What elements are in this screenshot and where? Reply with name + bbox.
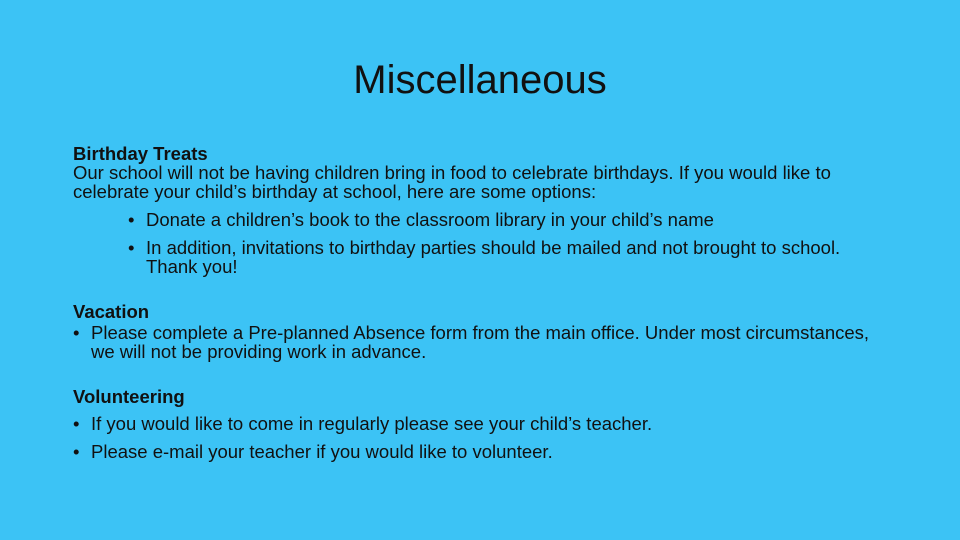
list-item: [128, 210, 873, 229]
list-item: [73, 414, 873, 433]
slide-title: Miscellaneous: [353, 58, 607, 102]
section-heading: Birthday Treats: [73, 143, 208, 164]
list-item-text: Donate a children’s book to the classroom library in your child’s name: [146, 209, 714, 230]
slide-body: [73, 144, 873, 487]
list-item-text: Please complete a Pre-planned Absence form from the main office. Under most circumstances, we will not be providing work in advance.: [91, 322, 870, 362]
list-item-text: If you would like to come in regularly please see your child’s teacher.: [91, 413, 653, 434]
section-birthday-treats: [73, 144, 873, 276]
list-item-text: Please e-mail your teacher if you would like to volunteer.: [91, 441, 553, 462]
list-item: [73, 442, 873, 461]
list-item-text: In addition, invitations to birthday parties should be mailed and not brought to school. Thank you!: [146, 237, 841, 277]
bullet-dot-icon: •: [73, 441, 80, 462]
section-paragraph: Our school will not be having children bring in food to celebrate birthdays. If you would like to celebrate your child’s birthday at school, here are some options:: [73, 162, 831, 202]
bullet-list: [73, 323, 873, 361]
section-heading: Vacation: [73, 301, 150, 322]
section-vacation: [73, 302, 873, 361]
bullet-dot-icon: •: [73, 413, 80, 434]
bullet-list: [73, 210, 873, 276]
list-item: [73, 323, 873, 361]
section-volunteering: [73, 387, 873, 461]
bullet-dot-icon: •: [73, 322, 80, 343]
bullet-list: [73, 414, 873, 461]
list-item: [128, 238, 873, 276]
section-heading: Volunteering: [73, 386, 185, 407]
bullet-dot-icon: •: [128, 209, 135, 230]
bullet-dot-icon: •: [128, 237, 135, 258]
